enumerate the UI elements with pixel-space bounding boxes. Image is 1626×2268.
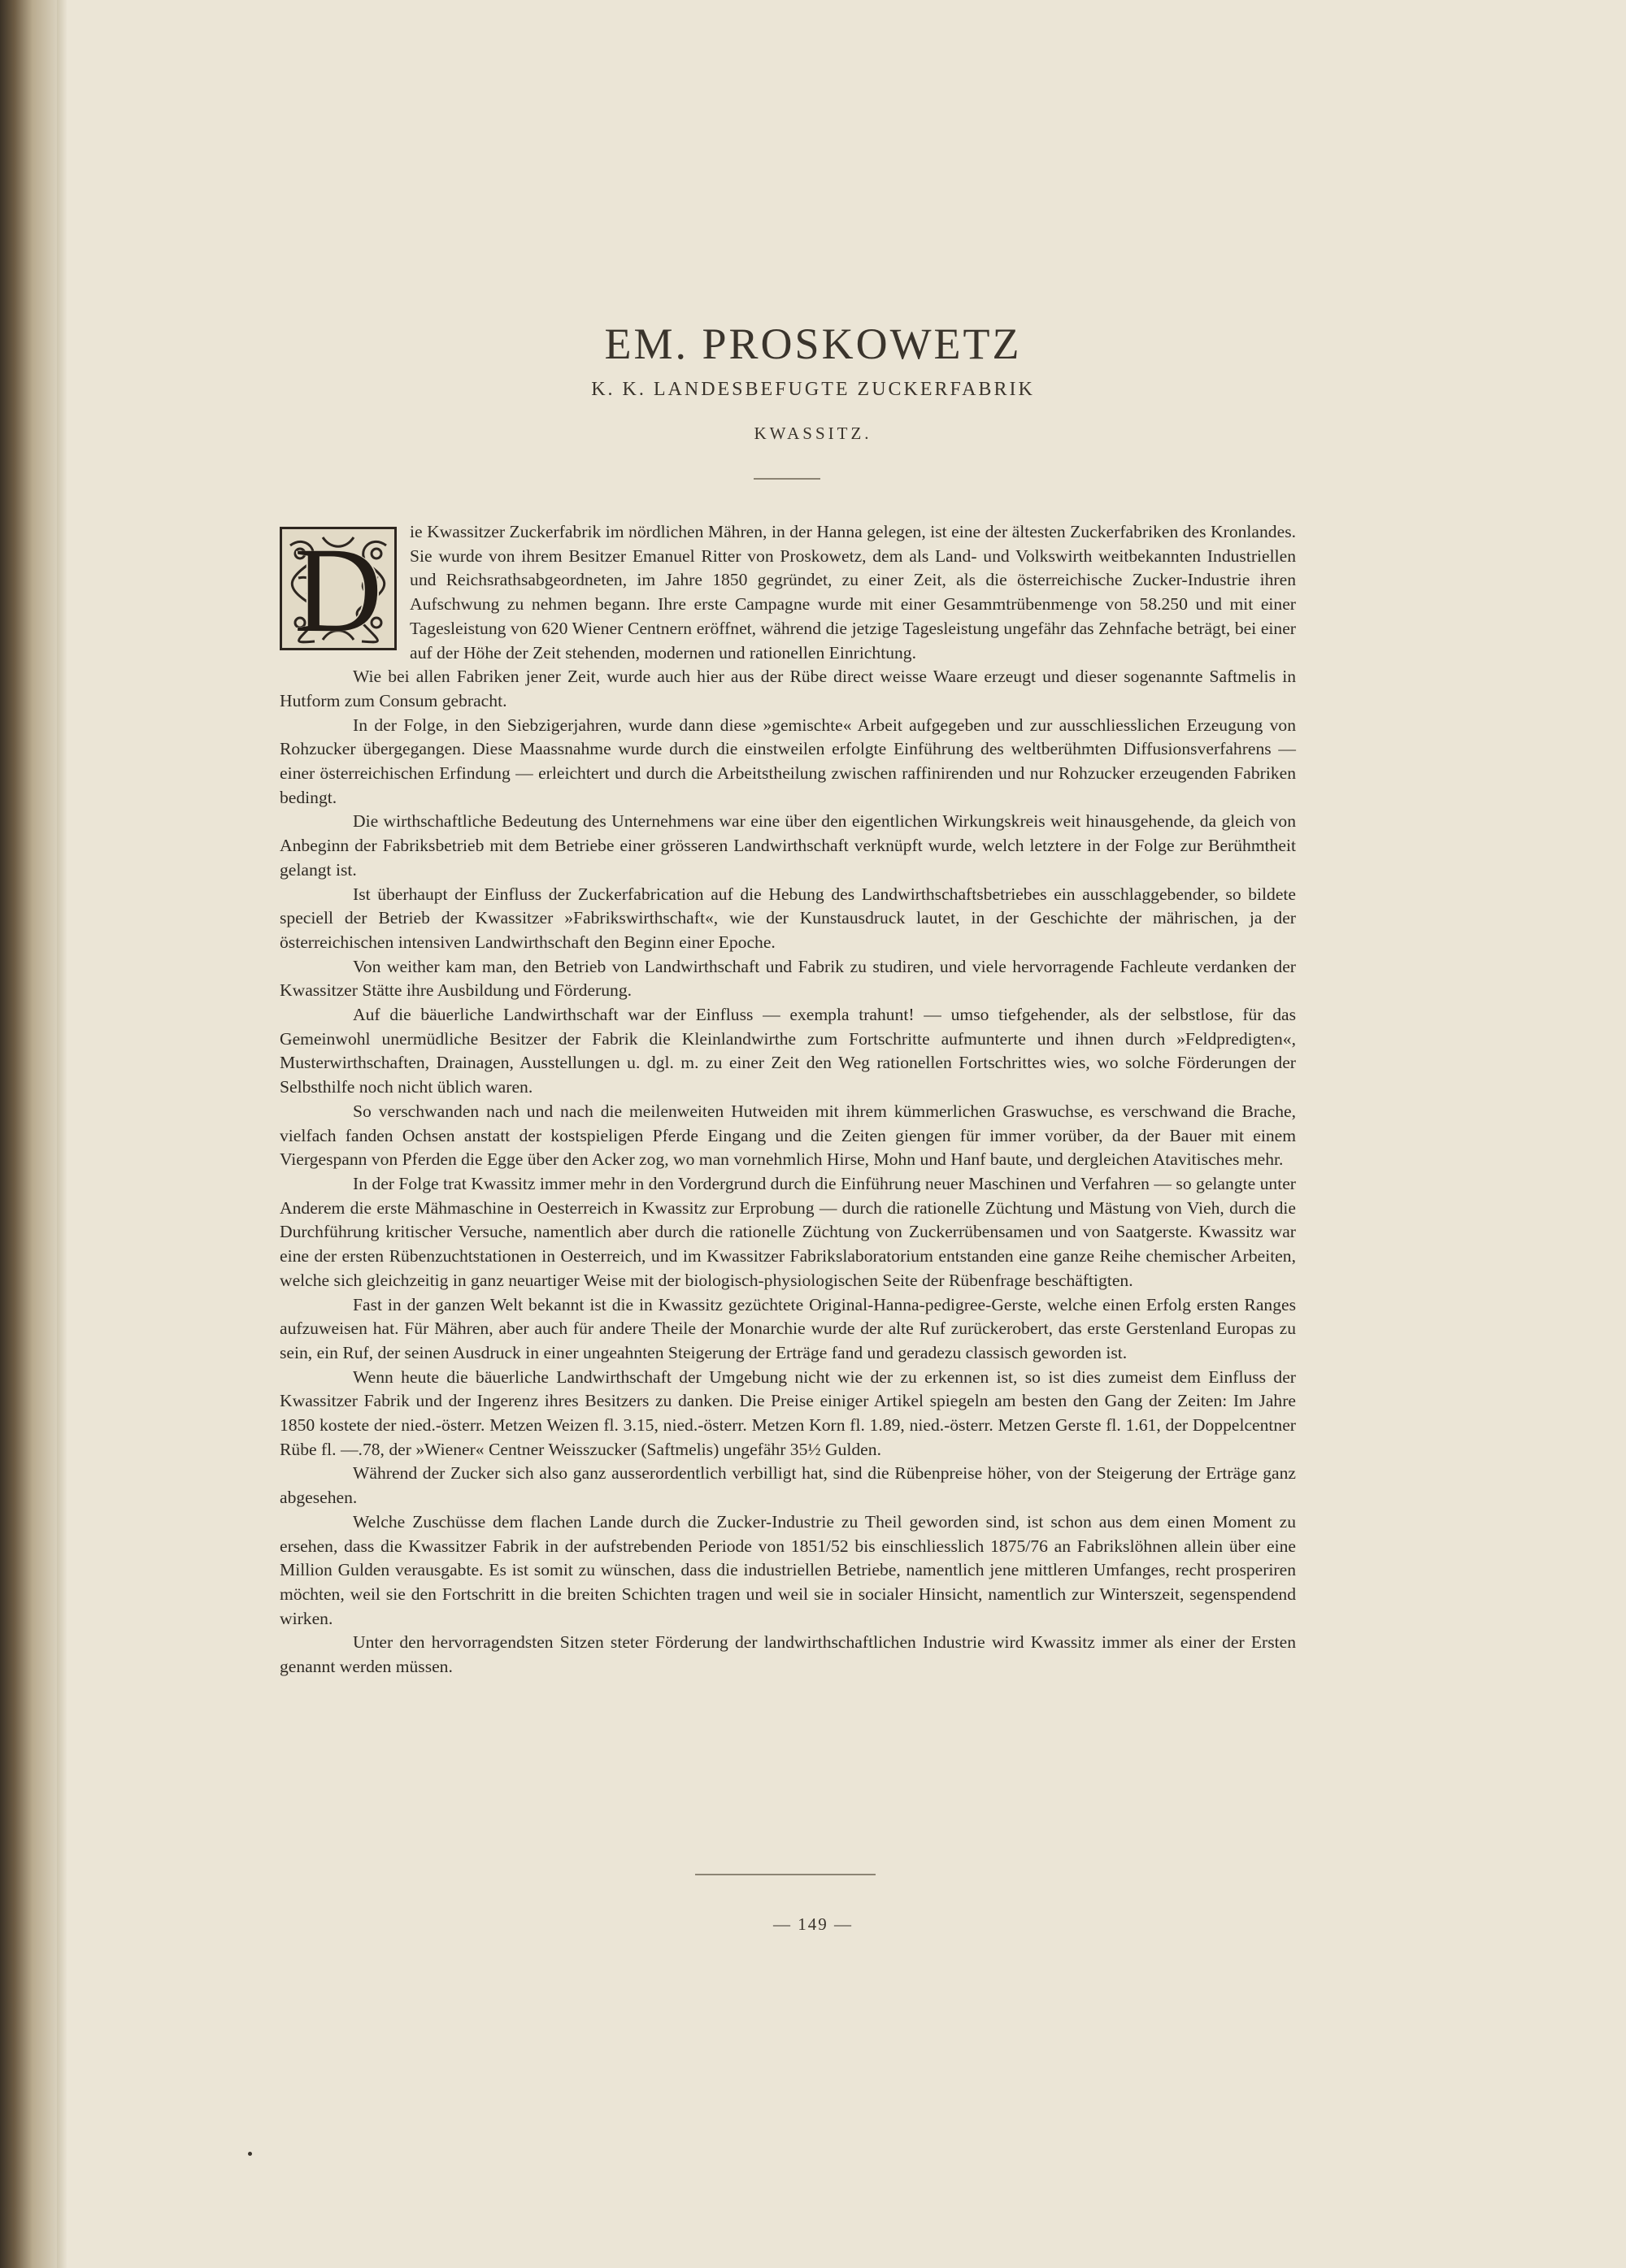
paragraph: Fast in der ganzen Welt bekannt ist die in Kwassitz gezüchtete Original-Hanna-pedigree-Gerste, welche einen Erfolg ersten Ranges aufzuweisen hat. Für Mähren, aber auch für andere Theile der Monarchie wurde der alte Ruf zurückerobert, das erste Gerstenland Europas zu sein, ein Ruf, der seinen Ausdruck in einer ungeahnten Steigerung der Erträge fand und geradezu classisch geworden ist. — [280, 1294, 1296, 1362]
initial-letter: D — [293, 527, 383, 650]
page-number: — 149 — — [773, 1914, 853, 1934]
paragraph: Ist überhaupt der Einfluss der Zuckerfabrication auf die Hebung des Landwirthschaftsbetriebes ein ausschlaggebender, so bildete speciell der Betrieb der Kwassitzer »Fabrikswirthschaft«, wie der Kunstausdruck lautet, in der Geschichte der mährischen, ja der österreichischen intensiven Landwirthschaft den Beginn einer Epoche. — [280, 884, 1296, 952]
paragraph: In der Folge, in den Siebzigerjahren, wurde dann diese »gemischte« Arbeit aufgegeben und zur ausschliesslichen Erzeugung von Rohzucker übergegangen. Diese Maassnahme wurde durch die einstweilen erfolgte Einführung des weltberühmten Diffusionsverfahrens — einer österreichischen Erfindung — erleichtert und durch die Arbeitstheilung zwischen raffinirenden und nur Rohzucker erzeugenden Fabriken bedingt. — [280, 715, 1296, 807]
paragraph: Wenn heute die bäuerliche Landwirthschaft der Umgebung nicht wie der zu erkennen ist, so ist dies zumeist dem Einfluss der Kwassitzer Fabrik und der Ingerenz ihres Besitzers zu danken. Die Preise einiger Artikel spiegeln am besten den Gang der Zeiten: Im Jahre 1850 kostete der nied.-österr. Metzen Weizen fl. 3.15, nied.-österr. Metzen Korn fl. 1.89, nied.-österr. Metzen Gerste fl. 1.61, der Doppelcentner Rübe fl. —.78, der »Wiener« Centner Weisszucker (Saftmelis) ungefähr 35½ Gulden. — [280, 1366, 1296, 1459]
paragraph: Von weither kam man, den Betrieb von Landwirthschaft und Fabrik zu studiren, und viele hervorragende Fachleute verdanken der Kwassitzer Stätte ihre Ausbildung und Förderung. — [280, 956, 1296, 1001]
ornamental-initial — [280, 527, 397, 650]
page-subtitle: K. K. LANDESBEFUGTE ZUCKERFABRIK — [591, 379, 1035, 400]
paragraph: Auf die bäuerliche Landwirthschaft war der Einfluss — exempla trahunt! — umso tiefgehender, als der selbstlose, für das Gemeinwohl unermüdliche Besitzer der Fabrik die Kleinlandwirthe zum Fortschritte aufmunterte und ihnen durch »Feldpredigten«, Musterwirthschaften, Drainagen, Ausstellungen u. dgl. m. zu einer Zeit den Weg rationellen Fortschrittes wies, wo solche Förderungen der Selbsthilfe noch nicht üblich waren. — [280, 1005, 1296, 1097]
paragraph: Wie bei allen Fabriken jener Zeit, wurde auch hier aus der Rübe direct weisse Waare erzeugt und dieser sogenannte Saftmelis in Hutform zum Consum gebracht. — [280, 667, 1296, 710]
paragraph: Die wirthschaftliche Bedeutung des Unternehmens war eine über den eigentlichen Wirkungskreis weit hinausgehende, da gleich von Anbeginn der Fabriksbetrieb mit dem Betriebe einer grösseren Landwirthschaft verknüpft wurde, welch letztere in der Folge zur Berühmtheit gelangt ist. — [280, 811, 1296, 880]
divider-rule — [754, 478, 820, 480]
print-speck — [248, 2152, 252, 2156]
paragraph: Welche Zuschüsse dem flachen Lande durch die Zucker-Industrie zu Theil geworden sind, ist schon aus dem einen Moment zu ersehen, dass die Kwassitzer Fabrik in der aufstrebenden Periode von 1851/52 bis einschliesslich 1875/76 an Fabrikslöhnen allein über eine Million Gulden verausgabte. Es ist somit zu wünschen, dass die industriellen Betriebe, namentlich jene mittleren Umfanges, recht prosperiren möchten, weil sie den Fortschritt in die breiten Schichten tragen und weil sie in socialer Hinsicht, namentlich zur Winterszeit, segenspendend wirken. — [280, 1511, 1296, 1628]
place-name: KWASSITZ. — [754, 424, 872, 443]
paragraph: So verschwanden nach und nach die meilenweiten Hutweiden mit ihrem kümmerlichen Graswuchse, es verschwand die Brache, vielfach fanden Ochsen anstatt der kostspieligen Pferde Eingang und die Zeiten giengen für immer vorüber, da der Bauer mit einem Viergespann von Pferden die Egge über den Acker zog, wo man vornehmlich Hirse, Mohn und Hanf baute, und dergleichen Atavitisches mehr. — [280, 1101, 1296, 1170]
paragraph: Unter den hervorragendsten Sitzen steter Förderung der landwirthschaftlichen Industrie wird Kwassitz immer als einer der Ersten genannt werden müssen. — [280, 1632, 1296, 1677]
article-body — [280, 520, 1296, 1679]
paragraph — [280, 520, 1296, 665]
page-title: EM. PROSKOWETZ — [604, 319, 1022, 368]
paragraph: In der Folge trat Kwassitz immer mehr in den Vordergrund durch die Einführung neuer Maschinen und Verfahren — so gelangte unter Anderem die erste Mähmaschine in Oesterreich in Kwassitz zur Erprobung — durch die rationelle Züchtung und Mästung von Vieh, durch die Durchführung kritischer Versuche, namentlich aber durch die rationelle Züchtung von Zuckerrübensamen und von Saatgerste. Kwassitz war eine der ersten Rübenzuchtstationen in Oesterreich, und im Kwassitzer Fabrikslaboratorium entstanden eine ganze Reihe chemischer Arbeiten, welche sich gleichzeitig in ganz neuartiger Weise mit der biologisch-physiologischen Seite der Rübenfrage beschäftigten. — [280, 1173, 1296, 1290]
paragraph: Während der Zucker sich also ganz ausserordentlich verbilligt hat, sind die Rübenpreise höher, von der Steigerung der Erträge ganz abgesehen. — [280, 1463, 1296, 1508]
closing-rule — [695, 1874, 876, 1875]
paragraph-text: ie Kwassitzer Zuckerfabrik im nördlichen Mähren, in der Hanna gelegen, ist eine der ältesten Zuckerfabriken des Kronlandes. Sie wurde von ihrem Besitzer Emanuel Ritter von Proskowetz, dem als Land- und Volkswirth weitbekannten Industriellen und Reichsrathsabgeordneten, im Jahre 1850 gegründet, zu einer Zeit, als die österreichische Zucker-Industrie ihren Aufschwung zu nehmen begann. Ihre erste Campagne wurde mit einer Gesammtrübenmenge von 58.250 und mit einer Tagesleistung von 620 Wiener Centnern eröffnet, während die jetzige Tagesleistung ungefähr das Zehnfache beträgt, bei einer auf der Höhe der Zeit stehenden, modernen und rationellen Einrichtung. — [410, 522, 1296, 663]
